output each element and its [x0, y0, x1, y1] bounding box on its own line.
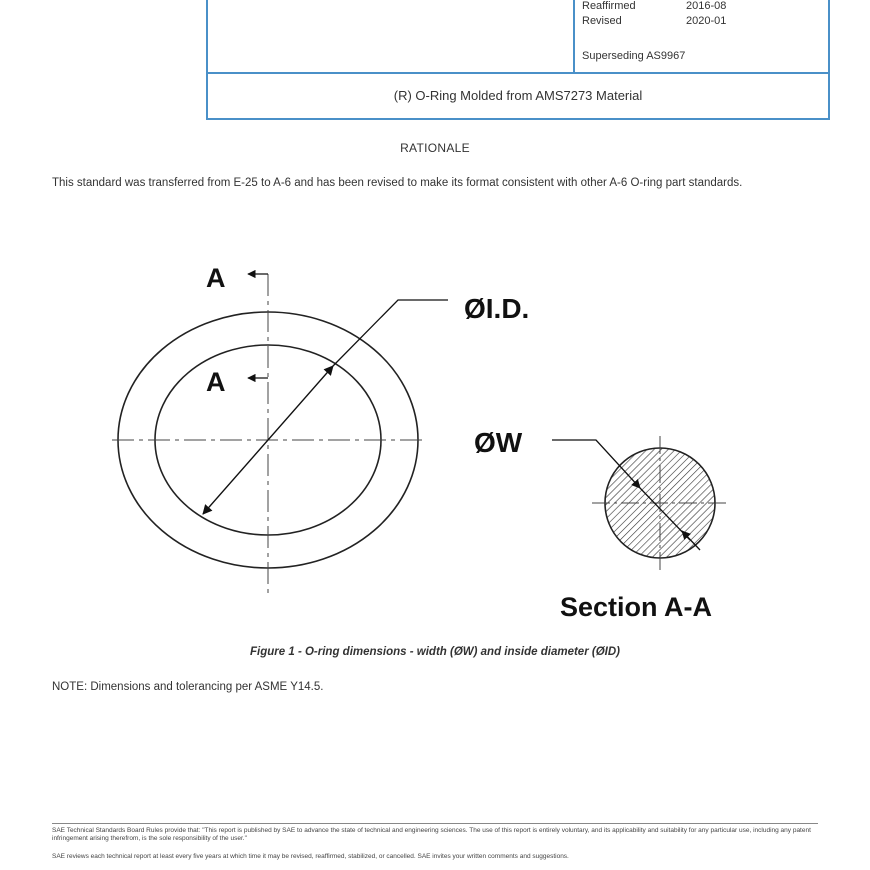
revised-date: 2020-01: [686, 15, 727, 27]
rationale-heading: RATIONALE: [400, 141, 470, 155]
revised-label: Revised: [582, 15, 622, 27]
dimension-note: NOTE: Dimensions and tolerancing per ASME Y14.5.: [52, 681, 324, 693]
footer-disclaimer: SAE Technical Standards Board Rules provide that: "This report is published by SAE to advance the state of technical and engineering sciences. The use of this report is entirely voluntary, and its applicability and suitability for any particular use, including any patent infringement arising therefrom, is the sole responsibility of the user.": [52, 827, 811, 842]
figure-caption: Figure 1 - O-ring dimensions - width (ØW) and inside diameter (ØID): [250, 646, 620, 658]
section-label-a-mid: A: [206, 367, 226, 397]
footer-review-notice: SAE reviews each technical report at least every five years at which time it may be revised, reaffirmed, stabilized, or cancelled. SAE invites your written comments and suggestions.: [52, 853, 569, 860]
rationale-text: This standard was transferred from E-25 to A-6 and has been revised to make its format consistent with other A-6 O-ring part standards.: [52, 177, 743, 189]
section-a-a-label: Section A-A: [560, 592, 713, 622]
footer-rule: [52, 823, 818, 824]
reaffirmed-date: 2016-08: [686, 0, 727, 12]
inside-diameter-label: ØI.D.: [464, 293, 530, 324]
document-title: (R) O-Ring Molded from AMS7273 Material: [393, 88, 643, 103]
section-label-a-top: A: [206, 263, 226, 293]
superseding-text: Superseding AS9967: [582, 50, 686, 62]
reaffirmed-label: Reaffirmed: [582, 0, 636, 12]
width-label: ØW: [474, 427, 523, 458]
